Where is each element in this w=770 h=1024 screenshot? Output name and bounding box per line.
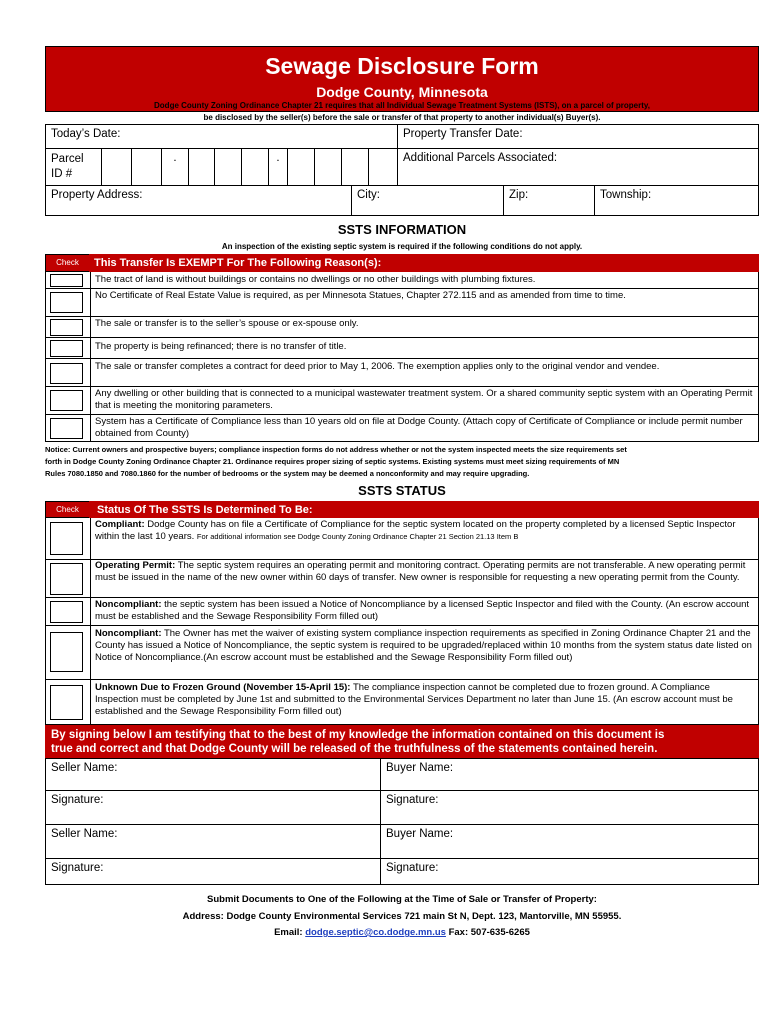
status-checkbox[interactable] — [50, 601, 83, 623]
signature-label: Signature: — [386, 794, 439, 806]
status-row — [45, 680, 759, 725]
buyer-name-field-1[interactable] — [380, 758, 759, 791]
township-label: Township: — [600, 189, 652, 201]
status-head: Operating Permit: — [95, 560, 176, 571]
notice-line-3: Rules 7080.1850 and 7080.1860 for the number of bedrooms or the system may be deemed a nonconformity and may require upgrading. — [45, 469, 530, 478]
exempt-row — [45, 289, 759, 317]
status-text: the septic system has been issued a Notice of Noncompliance by a licensed Septic Inspector and filed with the County. (An escrow account must be established and the Sewage Responsibility Form filled out) — [95, 599, 750, 622]
status-row — [45, 626, 759, 680]
exempt-reason: The sale or transfer completes a contract for deed prior to May 1, 2006. The exemption applies only to the original vendor and vendee. — [95, 361, 660, 372]
property-address-label: Property Address: — [51, 189, 143, 201]
status-head: Compliant: — [95, 519, 145, 530]
parcel-digit-box[interactable] — [241, 148, 269, 186]
parcel-digit-box[interactable] — [188, 148, 215, 186]
email-label: Email: — [274, 927, 303, 938]
exempt-row — [45, 415, 759, 442]
zip-label: Zip: — [509, 189, 529, 201]
status-row — [45, 598, 759, 626]
footer-contact — [45, 927, 759, 938]
buyer-name-label: Buyer Name: — [386, 762, 454, 774]
additional-parcels-field[interactable] — [397, 148, 759, 186]
exempt-reason: No Certificate of Real Estate Value is required, as per Minnesota Statues, Chapter 272.115 and as amended from time to time. — [95, 290, 626, 301]
status-checkbox[interactable] — [50, 522, 83, 555]
township-field[interactable] — [594, 185, 759, 216]
intro-line-2: be disclosed by the seller(s) before the sale or transfer of that property to another individual(s) Buyer(s). — [203, 113, 601, 122]
parcel-digit-box[interactable] — [368, 148, 398, 186]
buyer-name-label: Buyer Name: — [386, 828, 454, 840]
property-address-field[interactable] — [45, 185, 352, 216]
exempt-checkbox[interactable] — [50, 363, 83, 384]
transfer-date-label: Property Transfer Date: — [403, 128, 523, 140]
exempt-reason: Any dwelling or other building that is connected to a municipal wastewater treatment system. Or a shared community septic system with an Operating Permit that is meeting the monitoring parameters. — [95, 388, 753, 411]
footer-line-1: Submit Documents to One of the Following at the Time of Sale or Transfer of Property: — [207, 894, 597, 905]
parcel-id-label: Parcel ID # — [45, 148, 102, 186]
exempt-reason: The property is being refinanced; there is no transfer of title. — [95, 341, 347, 352]
exempt-reason: System has a Certificate of Compliance less than 10 years old on file at Dodge County. (Attach copy of Certificate of Compliance or include permit number obtained from County) — [95, 416, 743, 439]
exempt-row — [45, 272, 759, 289]
seller-name-label: Seller Name: — [51, 828, 118, 840]
buyer-name-field-2[interactable] — [380, 824, 759, 859]
city-label: City: — [357, 189, 380, 201]
signature-label: Signature: — [51, 862, 104, 874]
ssts-info-subtitle: An inspection of the existing septic system is required if the following conditions do not apply. — [221, 242, 583, 251]
zip-field[interactable] — [503, 185, 595, 216]
exempt-checkbox[interactable] — [50, 418, 83, 439]
exempt-reason: The sale or transfer is to the seller’s spouse or ex-spouse only. — [95, 318, 359, 329]
transfer-date-field[interactable] — [397, 124, 759, 149]
exempt-checkbox[interactable] — [50, 340, 83, 357]
parcel-digit-box[interactable] — [101, 148, 132, 186]
exempt-checkbox[interactable] — [50, 274, 83, 287]
status-row — [45, 518, 759, 560]
status-checkbox[interactable] — [50, 685, 83, 720]
ssts-info-title: SSTS INFORMATION — [337, 222, 467, 237]
exempt-reason: The tract of land is without buildings or contains no dwellings or no other buildings with plumbing fixtures. — [95, 274, 536, 285]
todays-date-field[interactable] — [45, 124, 398, 149]
signing-statement-line-2: true and correct and that Dodge County will be released of the truthfulness of the statements contained herein. — [51, 743, 658, 755]
todays-date-label: Today’s Date: — [51, 128, 121, 140]
signing-statement — [45, 725, 759, 759]
buyer-signature-field-2[interactable] — [380, 858, 759, 885]
exempt-bar: This Transfer Is EXEMPT For The Following Reason(s): — [89, 254, 759, 272]
fax-number: Fax: 507-635-6265 — [448, 927, 530, 938]
parcel-digit-box[interactable] — [314, 148, 342, 186]
status-checkbox[interactable] — [50, 563, 83, 595]
status-check-column-header: Check — [45, 501, 90, 518]
signing-statement-line-1: By signing below I am testifying that to the best of my knowledge the information contained on this document is — [51, 729, 665, 741]
status-head: Noncompliant: — [95, 599, 162, 610]
additional-parcels-label: Additional Parcels Associated: — [403, 152, 558, 164]
status-text: The septic system requires an operating permit and monitoring contract. Operating permits are not transferable. A new operating permit must be issued in the name of the new owner within 60 days of transfer. New owner is responsible for requesting a new operating permit from the County. — [95, 560, 746, 583]
status-text: The compliance inspection cannot be completed due to frozen ground. A Compliance Inspection must be completed by June 1st and submitted to the Environmental Services Department no later than June 15. (An escrow account must be established and the Sewage Responsibility Form filled out) — [95, 682, 733, 717]
email-link[interactable]: dodge.septic@co.dodge.mn.us — [305, 927, 446, 938]
exempt-checkbox[interactable] — [50, 319, 83, 336]
exempt-row — [45, 317, 759, 338]
signature-label: Signature: — [386, 862, 439, 874]
parcel-digit-box[interactable] — [287, 148, 315, 186]
notice-line-2: forth in Dodge County Zoning Ordinance Chapter 21. Ordinance requires proper sizing of septic systems. Existing systems must meet sizing requirements of MN — [45, 457, 620, 466]
signature-label: Signature: — [51, 794, 104, 806]
parcel-digit-box[interactable] — [214, 148, 242, 186]
status-head: Noncompliant: — [95, 628, 162, 639]
seller-signature-field-2[interactable] — [45, 858, 381, 885]
form-title: Sewage Disclosure Form — [265, 53, 539, 79]
notice-line-1: Notice: Current owners and prospective buyers; compliance inspection forms do not address whether or not the system inspected meets the size requirements set — [45, 445, 627, 454]
ssts-status-title: SSTS STATUS — [358, 483, 446, 498]
status-head: Unknown Due to Frozen Ground (November 15-April 15): — [95, 682, 351, 693]
seller-signature-field-1[interactable] — [45, 790, 381, 825]
parcel-digit-box[interactable]: . — [268, 148, 288, 186]
footer-address: Address: Dodge County Environmental Services 721 main St N, Dept. 123, Mantorville, MN 55955. — [182, 911, 622, 922]
status-checkbox[interactable] — [50, 632, 83, 672]
parcel-digit-box[interactable] — [341, 148, 369, 186]
status-bar: Status Of The SSTS Is Determined To Be: — [89, 501, 759, 518]
parcel-digit-box[interactable]: . — [161, 148, 189, 186]
seller-name-field-2[interactable] — [45, 824, 381, 859]
exempt-checkbox[interactable] — [50, 390, 83, 411]
status-text: Dodge County has on file a Certificate of Compliance for the septic system located on the property completed by a licensed Septic Inspector within the last 10 years. — [95, 519, 736, 542]
parcel-digit-box[interactable] — [131, 148, 162, 186]
status-text: The Owner has met the waiver of existing system compliance inspection requirements as specified in Zoning Ordinance Chapter 21 and the County has issued a Notice of Noncompliance, the septic system is required to be upgraded/replaced within 10 months from the system status date listed on Notice of Noncompliance.(An escrow account must be established and the Sewage Responsibility Form filled out) — [95, 628, 752, 663]
status-row — [45, 560, 759, 598]
buyer-signature-field-1[interactable] — [380, 790, 759, 825]
exempt-row — [45, 387, 759, 415]
intro-line-1: Dodge County Zoning Ordinance Chapter 21 requires that all Individual Sewage Treatment Systems (ISTS), on a parcel of property, — [154, 101, 650, 110]
city-field[interactable] — [351, 185, 504, 216]
status-note: For additional information see Dodge County Zoning Ordinance Chapter 21 Section 21.13 Item B — [196, 532, 519, 541]
exempt-row — [45, 338, 759, 359]
check-column-header: Check — [45, 254, 90, 272]
form-subtitle: Dodge County, Minnesota — [316, 84, 488, 100]
seller-name-label: Seller Name: — [51, 762, 118, 774]
exempt-checkbox[interactable] — [50, 292, 83, 313]
exempt-row — [45, 359, 759, 387]
seller-name-field-1[interactable] — [45, 758, 381, 791]
